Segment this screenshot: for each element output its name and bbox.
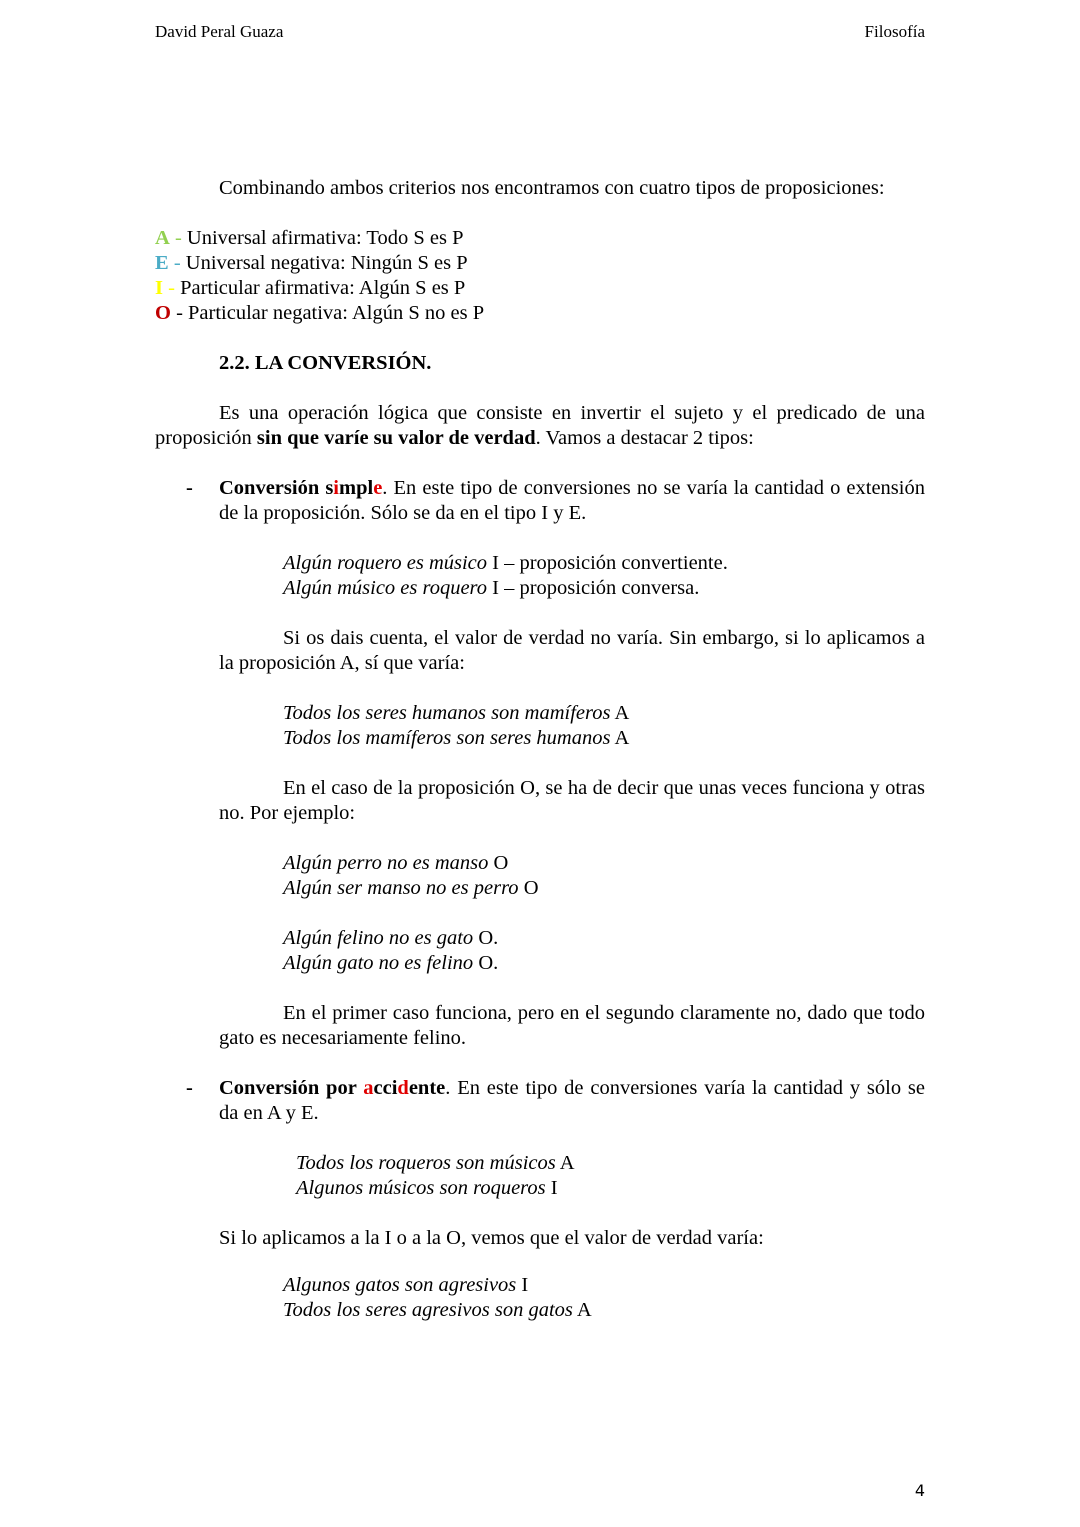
type-o-text: Particular negativa: Algún S no es P <box>188 302 485 324</box>
proposition-types-list <box>155 226 925 326</box>
simple-example-1 <box>155 551 925 576</box>
simple-example-7 <box>155 926 925 951</box>
type-e-letter: E <box>155 252 169 274</box>
simple-paragraph-2: En el caso de la proposición O, se ha de decir que unas veces funciona y otras no. Por ejemplo: <box>219 777 925 824</box>
type-o-sep: - <box>170 302 189 324</box>
ex-italic: Algunos gatos son agresivos <box>283 1274 517 1296</box>
simple-title-b: i <box>333 477 339 499</box>
simple-title-d: e <box>373 477 383 499</box>
accident-example-2 <box>155 1176 925 1201</box>
page-body <box>155 176 925 1323</box>
simple-title-a: Conversión s <box>219 477 334 499</box>
type-e-text: Universal negativa: Ningún S es P <box>185 252 468 274</box>
accident-paragraph-1: Si lo aplicamos a la I o a la O, vemos que el valor de verdad varía: <box>219 1227 764 1249</box>
accident-title-a: Conversión por <box>219 1077 364 1099</box>
ex-italic: Algún músico es roquero <box>283 577 488 599</box>
ex-rest: A <box>572 1299 592 1321</box>
definition-part2: . Vamos a destacar 2 tipos: <box>535 427 754 449</box>
ex-italic: Algún roquero es músico <box>283 552 488 574</box>
ex-rest: O <box>518 877 539 899</box>
type-i-text: Particular afirmativa: Algún S es P <box>180 277 466 299</box>
bullet-dash: - <box>186 1077 193 1099</box>
simple-example-4 <box>155 726 925 751</box>
simple-example-2 <box>155 576 925 601</box>
accident-text: . En este tipo de conversiones varía la cantidad y sólo se da en A y E. <box>219 1077 925 1124</box>
definition-paragraph <box>155 401 925 451</box>
ex-italic: Todos los mamíferos son seres humanos <box>283 727 611 749</box>
bullet-dash: - <box>186 477 193 499</box>
ex-rest: A <box>610 727 630 749</box>
definition-part1: Es una operación lógica que consiste en invertir el sujeto y el predicado de una proposición <box>155 402 925 449</box>
ex-italic: Todos los seres agresivos son gatos <box>283 1299 573 1321</box>
ex-rest: I <box>545 1177 558 1199</box>
intro-paragraph: Combinando ambos criterios nos encontramos con cuatro tipos de proposiciones: <box>219 177 885 199</box>
simple-title-c: mpl <box>339 477 374 499</box>
type-o-line <box>155 301 925 326</box>
ex-rest: I – proposición conversa. <box>487 577 700 599</box>
ex-italic: Algún ser manso no es perro <box>283 877 519 899</box>
simple-example-8 <box>155 951 925 976</box>
ex-italic: Algún gato no es felino <box>283 952 474 974</box>
ex-rest: A <box>555 1152 575 1174</box>
type-a-letter: A <box>155 227 170 249</box>
ex-italic: Algunos músicos son roqueros <box>296 1177 546 1199</box>
type-e-sep: - <box>168 252 186 274</box>
bullet-accident <box>155 1076 925 1126</box>
simple-example-3 <box>155 701 925 726</box>
type-a-line <box>155 226 925 251</box>
accident-example-1 <box>155 1151 925 1176</box>
accident-example-3 <box>155 1273 925 1298</box>
ex-rest: O. <box>473 927 499 949</box>
header-subject: Filosofía <box>864 22 925 41</box>
accident-title-c: cci <box>373 1077 398 1099</box>
ex-rest: A <box>610 702 630 724</box>
accident-title-e: e <box>408 1077 418 1099</box>
ex-rest: O <box>488 852 509 874</box>
accident-title-d: d <box>397 1077 409 1099</box>
type-i-line <box>155 276 925 301</box>
header-author: David Peral Guaza <box>155 22 284 41</box>
definition-bold: sin que varíe su valor de verdad <box>256 427 536 449</box>
ex-rest: O. <box>473 952 499 974</box>
simple-example-5 <box>155 851 925 876</box>
type-a-text: Universal afirmativa: Todo S es P <box>186 227 464 249</box>
simple-paragraph-1: Si os dais cuenta, el valor de verdad no varía. Sin embargo, si lo aplicamos a la proposición A, sí que varía: <box>219 627 925 674</box>
simple-text: . En este tipo de conversiones no se varía la cantidad o extensión de la proposición. Sólo se da en el tipo I y E. <box>219 477 925 524</box>
accident-title-b: a <box>363 1077 374 1099</box>
ex-rest: I <box>516 1274 529 1296</box>
ex-italic: Todos los seres humanos son mamíferos <box>283 702 611 724</box>
section-heading: 2.2. LA CONVERSIÓN. <box>219 352 432 374</box>
type-e-line <box>155 251 925 276</box>
bullet-simple <box>155 476 925 526</box>
simple-paragraph-3: En el primer caso funciona, pero en el segundo claramente no, dado que todo gato es necesariamente felino. <box>219 1002 925 1049</box>
type-i-letter: I <box>155 277 163 299</box>
ex-rest: I – proposición convertiente. <box>487 552 728 574</box>
accident-title-f: nte <box>417 1077 446 1099</box>
type-i-sep: - <box>162 277 181 299</box>
type-a-sep: - <box>169 227 187 249</box>
ex-italic: Todos los roqueros son músicos <box>296 1152 556 1174</box>
ex-italic: Algún perro no es manso <box>283 852 489 874</box>
page-number: 4 <box>914 1481 925 1500</box>
ex-italic: Algún felino no es gato <box>283 927 474 949</box>
simple-example-6 <box>155 876 925 901</box>
type-o-letter: O <box>155 302 171 324</box>
accident-example-4 <box>155 1298 925 1323</box>
